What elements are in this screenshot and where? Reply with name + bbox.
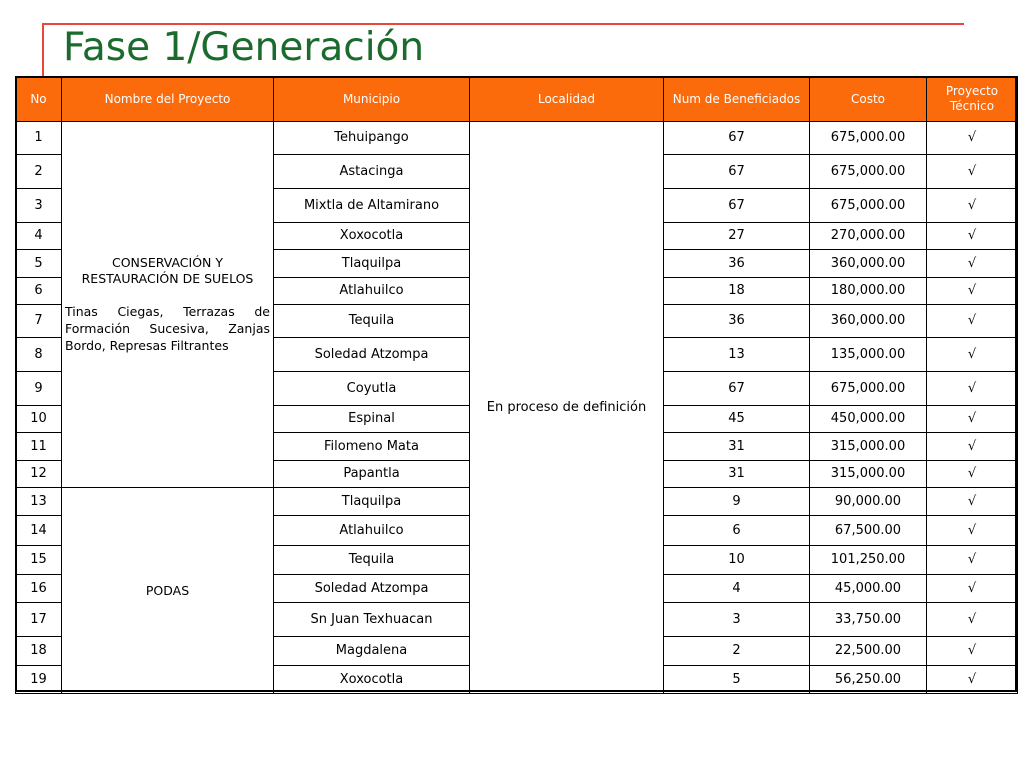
municipio-cell: Papantla (274, 461, 470, 488)
municipio-cell: Magdalena (274, 637, 470, 666)
row-number: 2 (16, 155, 62, 189)
proyecto-tecnico-cell: √ (927, 433, 1018, 461)
proyecto-tecnico-cell: √ (927, 372, 1018, 406)
proyecto-tecnico-cell: √ (927, 603, 1018, 637)
row-number: 14 (16, 516, 62, 546)
beneficiados-cell: 9 (664, 488, 810, 516)
proyecto-tecnico-cell: √ (927, 338, 1018, 372)
proyecto-tecnico-cell: √ (927, 546, 1018, 575)
row-number: 8 (16, 338, 62, 372)
projects-table (15, 76, 1018, 694)
proyecto-tecnico-cell: √ (927, 461, 1018, 488)
municipio-cell: Tequila (274, 305, 470, 338)
costo-cell: 315,000.00 (810, 433, 927, 461)
proyecto-tecnico-cell: √ (927, 122, 1018, 155)
beneficiados-cell: 67 (664, 155, 810, 189)
beneficiados-cell: 27 (664, 223, 810, 250)
beneficiados-cell: 67 (664, 189, 810, 223)
municipio-cell: Tehuipango (274, 122, 470, 155)
proyecto-tecnico-cell: √ (927, 666, 1018, 694)
beneficiados-cell: 31 (664, 461, 810, 488)
beneficiados-cell: 10 (664, 546, 810, 575)
beneficiados-cell: 13 (664, 338, 810, 372)
beneficiados-cell: 67 (664, 372, 810, 406)
beneficiados-cell: 18 (664, 278, 810, 305)
proyecto-tecnico-cell: √ (927, 155, 1018, 189)
row-number: 15 (16, 546, 62, 575)
beneficiados-cell: 45 (664, 406, 810, 433)
table-row (16, 122, 1018, 155)
beneficiados-cell: 2 (664, 637, 810, 666)
title-accent-vertical-line (42, 23, 44, 78)
costo-cell: 22,500.00 (810, 637, 927, 666)
beneficiados-cell: 67 (664, 122, 810, 155)
row-number: 3 (16, 189, 62, 223)
proyecto-tecnico-cell: √ (927, 406, 1018, 433)
costo-cell: 675,000.00 (810, 189, 927, 223)
beneficiados-cell: 31 (664, 433, 810, 461)
beneficiados-cell: 4 (664, 575, 810, 603)
costo-cell: 56,250.00 (810, 666, 927, 694)
costo-cell: 67,500.00 (810, 516, 927, 546)
row-number: 5 (16, 250, 62, 278)
proyecto-tecnico-cell: √ (927, 575, 1018, 603)
table-header-row (16, 77, 1018, 122)
header-no: No (16, 77, 62, 122)
localidad-cell: En proceso de definición (470, 122, 664, 694)
beneficiados-cell: 3 (664, 603, 810, 637)
costo-cell: 360,000.00 (810, 305, 927, 338)
row-number: 13 (16, 488, 62, 516)
header-num-beneficiados: Num de Beneficiados (664, 77, 810, 122)
costo-cell: 675,000.00 (810, 372, 927, 406)
proyecto-tecnico-cell: √ (927, 278, 1018, 305)
proyecto-tecnico-cell: √ (927, 250, 1018, 278)
header-proyecto-tecnico: Proyecto Técnico (927, 77, 1018, 122)
row-number: 1 (16, 122, 62, 155)
project-name-cell (62, 122, 274, 488)
costo-cell: 90,000.00 (810, 488, 927, 516)
costo-cell: 315,000.00 (810, 461, 927, 488)
beneficiados-cell: 36 (664, 305, 810, 338)
municipio-cell: Astacinga (274, 155, 470, 189)
header-municipio: Municipio (274, 77, 470, 122)
project-name-cell (62, 488, 274, 694)
municipio-cell: Sn Juan Texhuacan (274, 603, 470, 637)
proyecto-tecnico-cell: √ (927, 516, 1018, 546)
header-localidad: Localidad (470, 77, 664, 122)
row-number: 10 (16, 406, 62, 433)
project-description: Tinas Ciegas, Terrazas de Formación Sucesiva, Zanjas Bordo, Represas Filtrantes (65, 304, 270, 353)
proyecto-tecnico-cell: √ (927, 189, 1018, 223)
municipio-cell: Mixtla de Altamirano (274, 189, 470, 223)
municipio-cell: Soledad Atzompa (274, 575, 470, 603)
proyecto-tecnico-cell: √ (927, 223, 1018, 250)
municipio-cell: Xoxocotla (274, 223, 470, 250)
row-number: 17 (16, 603, 62, 637)
municipio-cell: Coyutla (274, 372, 470, 406)
costo-cell: 450,000.00 (810, 406, 927, 433)
row-number: 12 (16, 461, 62, 488)
costo-cell: 135,000.00 (810, 338, 927, 372)
row-number: 9 (16, 372, 62, 406)
row-number: 18 (16, 637, 62, 666)
project-name: PODAS (145, 582, 190, 598)
beneficiados-cell: 5 (664, 666, 810, 694)
costo-cell: 180,000.00 (810, 278, 927, 305)
municipio-cell: Espinal (274, 406, 470, 433)
header-costo: Costo (810, 77, 927, 122)
municipio-cell: Tlaquilpa (274, 488, 470, 516)
row-number: 11 (16, 433, 62, 461)
costo-cell: 101,250.00 (810, 546, 927, 575)
row-number: 6 (16, 278, 62, 305)
municipio-cell: Atlahuilco (274, 278, 470, 305)
proyecto-tecnico-cell: √ (927, 637, 1018, 666)
header-nombre-proyecto: Nombre del Proyecto (62, 77, 274, 122)
costo-cell: 675,000.00 (810, 122, 927, 155)
costo-cell: 33,750.00 (810, 603, 927, 637)
costo-cell: 360,000.00 (810, 250, 927, 278)
costo-cell: 270,000.00 (810, 223, 927, 250)
municipio-cell: Soledad Atzompa (274, 338, 470, 372)
proyecto-tecnico-cell: √ (927, 305, 1018, 338)
municipio-cell: Filomeno Mata (274, 433, 470, 461)
row-number: 4 (16, 223, 62, 250)
row-number: 7 (16, 305, 62, 338)
row-number: 19 (16, 666, 62, 694)
table-body (16, 122, 1018, 694)
costo-cell: 45,000.00 (810, 575, 927, 603)
row-number: 16 (16, 575, 62, 603)
municipio-cell: Tequila (274, 546, 470, 575)
municipio-cell: Tlaquilpa (274, 250, 470, 278)
municipio-cell: Xoxocotla (274, 666, 470, 694)
proyecto-tecnico-cell: √ (927, 488, 1018, 516)
project-name: CONSERVACIÓN Y RESTAURACIÓN DE SUELOS (81, 255, 254, 286)
beneficiados-cell: 6 (664, 516, 810, 546)
beneficiados-cell: 36 (664, 250, 810, 278)
slide-title: Fase 1/Generación (63, 25, 425, 70)
costo-cell: 675,000.00 (810, 155, 927, 189)
municipio-cell: Atlahuilco (274, 516, 470, 546)
